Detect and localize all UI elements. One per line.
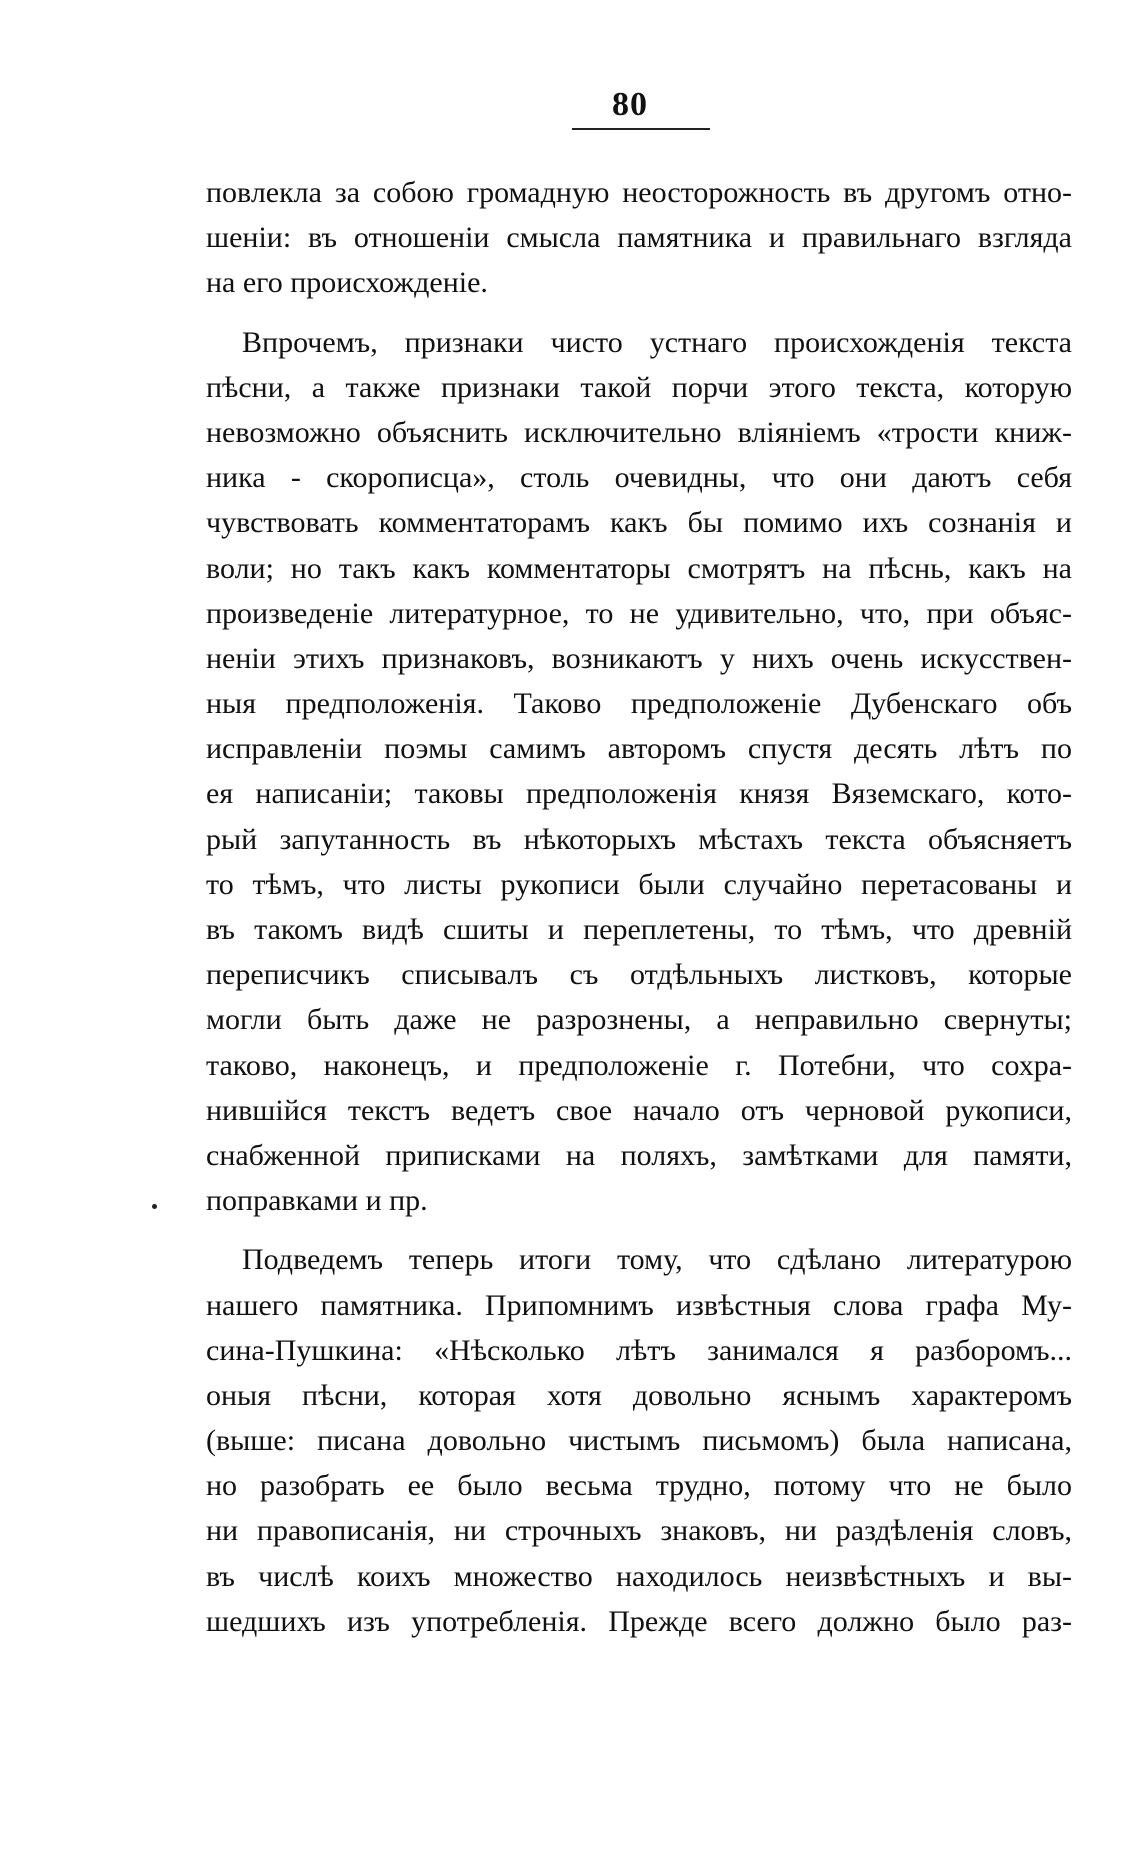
text-line: сина-Пушкина: «Нѣсколько лѣтъ занимался я разборомъ... (206, 1333, 1072, 1367)
text-line: но разобрать ее было весьма трудно, потому что не было (206, 1469, 1072, 1503)
text-line: переписчикъ списывалъ съ отдѣльныхъ листковъ, которые (206, 958, 1072, 992)
text-line: ныя предположенія. Таково предположеніе Дубенскаго объ (206, 687, 1072, 721)
text-line: ея написаніи; таковы предположенія князя Вяземскаго, кото- (206, 777, 1072, 811)
text-line: шеніи: въ отношеніи смысла памятника и правильнаго взгляда (206, 221, 1072, 255)
paragraph-2 (206, 320, 1072, 1224)
text-line: нашего памятника. Припомнимъ извѣстныя слова графа Му- (206, 1288, 1072, 1322)
text-line: воли; но такъ какъ комментаторы смотрятъ на пѣснь, какъ на (206, 551, 1072, 585)
text-line: Подведемъ теперь итоги тому, что сдѣлано литературою (242, 1243, 1072, 1277)
text-line: произведеніе литературное, то не удивительно, что, при объяс- (206, 596, 1072, 630)
text-line: чувствовать комментаторамъ какъ бы помимо ихъ сознанія и (206, 506, 1072, 540)
text-line: то тѣмъ, что листы рукописи были случайно перетасованы и (206, 867, 1072, 901)
text-line: рый запутанность въ нѣкоторыхъ мѣстахъ текста объясняетъ (206, 822, 1072, 856)
text-line: оныя пѣсни, которая хотя довольно яснымъ характеромъ (206, 1378, 1072, 1412)
paragraph-gap (206, 1223, 1072, 1237)
paragraph-gap (206, 306, 1072, 320)
text-line: въ числѣ коихъ множество находилось неизвѣстныхъ и вы- (206, 1559, 1072, 1593)
text-line: повлекла за собою громадную неосторожность въ другомъ отно- (206, 176, 1072, 209)
text-line: поправками и пр. (206, 1184, 428, 1218)
main-text (206, 170, 1072, 1644)
text-line: ника - скорописца», столь очевидны, что они даютъ себя (206, 461, 1072, 495)
text-line: исправленіи поэмы самимъ авторомъ спустя десять лѣтъ по (206, 732, 1072, 766)
text-line: снабженной приписками на поляхъ, замѣтками для памяти, (206, 1138, 1072, 1172)
text-line: на его происхожденіе. (206, 266, 488, 300)
page-number: 80 (612, 86, 648, 123)
text-line: шедшихъ изъ употребленія. Прежде всего должно было раз- (206, 1604, 1072, 1638)
text-line: Впрочемъ, признаки чисто устнаго происхожденія текста (242, 325, 1072, 359)
text-line: невозможно объяснить исключительно вліяніемъ «трости книж- (206, 415, 1072, 449)
header-rule (572, 128, 710, 130)
paragraph-1 (206, 170, 1072, 306)
margin-mark (152, 1204, 157, 1209)
text-line: въ такомъ видѣ сшиты и переплетены, то тѣмъ, что древній (206, 913, 1072, 946)
text-line: неніи этихъ признаковъ, возникаютъ у нихъ очень искусствен- (206, 641, 1072, 675)
text-line: пѣсни, а также признаки такой порчи этого текста, которую (206, 370, 1072, 404)
text-line: таково, наконецъ, и предположеніе г. Потебни, что сохра- (206, 1048, 1072, 1082)
text-line: (выше: писана довольно чистымъ письмомъ) была написана, (206, 1424, 1072, 1458)
paragraph-3 (206, 1237, 1072, 1644)
text-line: могли быть даже не разрознены, а неправильно свернуты; (206, 1003, 1072, 1037)
text-line: ни правописанія, ни строчныхъ знаковъ, ни раздѣленія словъ, (206, 1514, 1072, 1548)
text-line: нившійся текстъ ведетъ свое начало отъ черновой рукописи, (206, 1093, 1072, 1127)
